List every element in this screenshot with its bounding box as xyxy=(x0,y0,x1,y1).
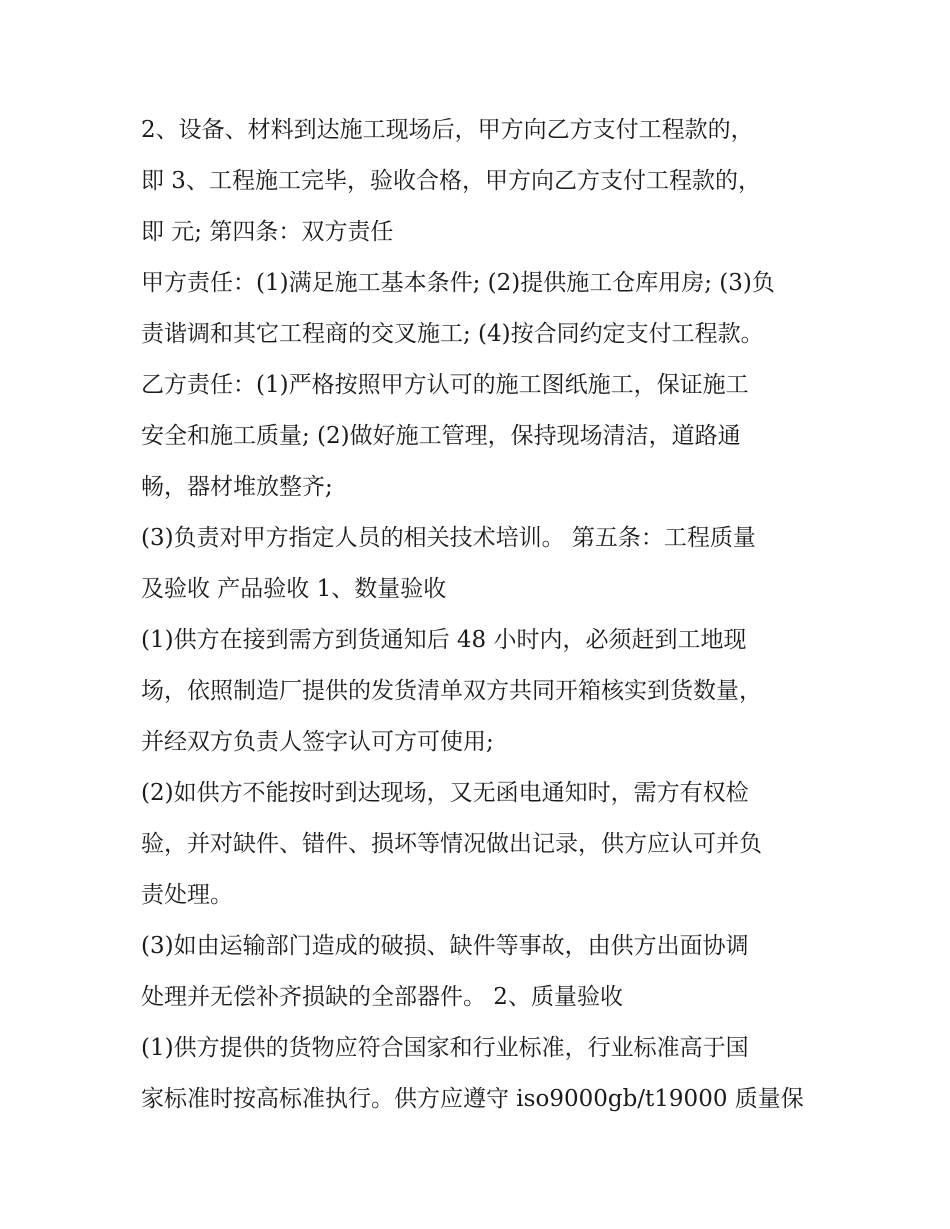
text-line: 家标准时按高标准执行。供方应遵守 iso9000gb/t19000 质量保 xyxy=(141,1086,804,1112)
text-line: 安全和施工质量; (2)做好施工管理，保持现场清洁，道路通 xyxy=(141,423,741,449)
text-line: 即 元; 第四条：双方责任 xyxy=(141,219,394,245)
text-line: (3)如由运输部门造成的破损、缺件等事故，由供方出面协调 xyxy=(141,933,749,959)
text-line: 场，依照制造厂提供的发货清单双方共同开箱核实到货数量， xyxy=(141,678,762,704)
text-line: 甲方责任：(1)满足施工基本条件; (2)提供施工仓库用房; (3)负 xyxy=(141,270,775,296)
text-line: (1)供方提供的货物应符合国家和行业标准，行业标准高于国 xyxy=(141,1035,749,1061)
text-line: (3)负责对甲方指定人员的相关技术培训。 第五条：工程质量 xyxy=(141,525,756,551)
text-line: 责谐调和其它工程商的交叉施工; (4)按合同约定支付工程款。 xyxy=(141,321,764,347)
text-line: 并经双方负责人签字认可方可使用; xyxy=(141,729,494,755)
text-line: (1)供方在接到需方到货通知后 48 小时内，必须赶到工地现 xyxy=(141,627,747,653)
text-line: 验，并对缺件、错件、损坏等情况做出记录，供方应认可并负 xyxy=(141,831,762,857)
text-line: 及验收 产品验收 1、数量验收 xyxy=(141,576,447,602)
text-line: 处理并无偿补齐损缺的全部器件。 2、质量验收 xyxy=(141,984,623,1010)
text-line: 2、设备、材料到达施工现场后，甲方向乙方支付工程款的， xyxy=(141,117,754,143)
text-line: (2)如供方不能按时到达现场，又无函电通知时，需方有权检 xyxy=(141,780,749,806)
text-line: 畅，器材堆放整齐; xyxy=(141,474,333,500)
contract-body-text xyxy=(141,110,821,1130)
text-line: 即 3、工程施工完毕，验收合格，甲方向乙方支付工程款的， xyxy=(141,168,761,194)
text-line: 责处理。 xyxy=(141,882,233,908)
text-line: 乙方责任：(1)严格按照甲方认可的施工图纸施工，保证施工 xyxy=(141,372,749,398)
